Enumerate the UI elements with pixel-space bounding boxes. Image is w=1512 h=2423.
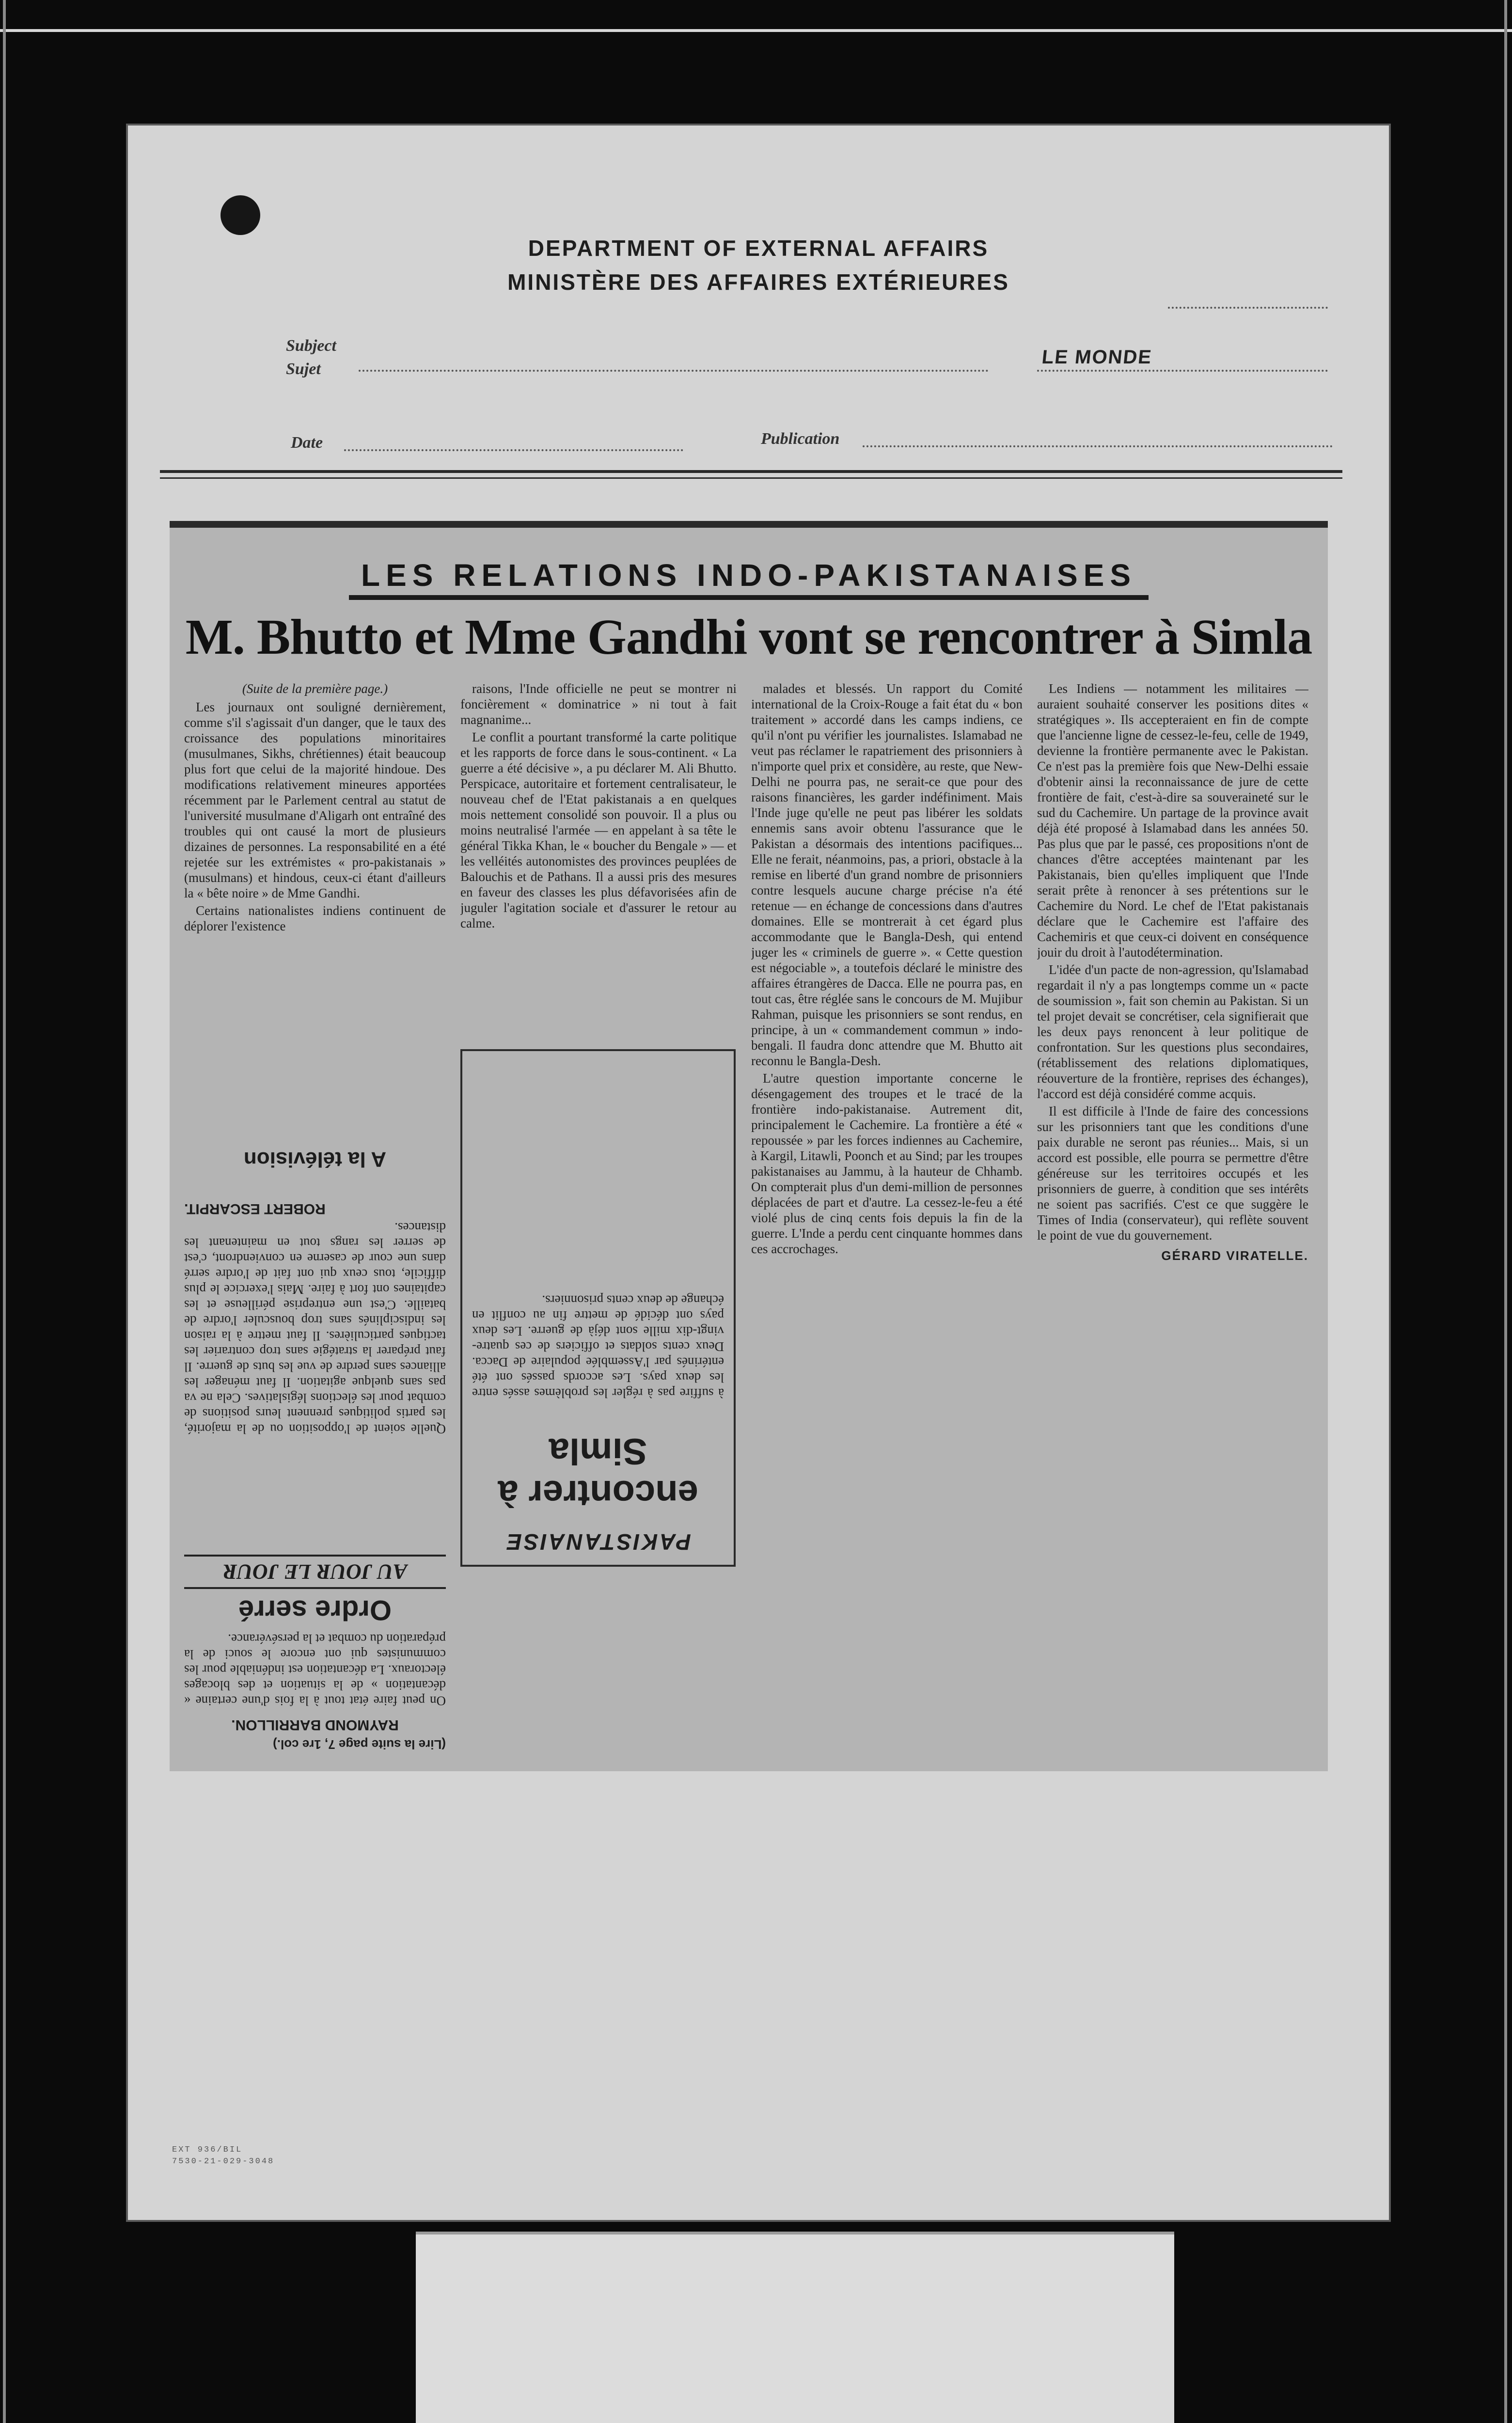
header-rule	[160, 470, 1342, 473]
publication-field	[863, 445, 1333, 447]
memo-page	[126, 124, 1391, 2222]
inverted-paragraph: Quelle soient de l'opposition ou de la majorité, les partis politiques prennent leurs positions de combat pour les élections législatives. Cela ne va pas sans quelque agitation. Il faut ménager les alliances sans perdre de vue les buts de guerre. Il faut préparer la stratégie sans trop contrarier les tactiques particulières. Il faut mettre à la raison les indisciplinés sans trop bousculer l'ordre de bataille. C'est une entreprise périlleuse et les capitaines ont fort à faire. Mais l'exercice le plus difficile, tous ceux qui ont fait de l'ordre serré dans une cour de caserne en conviendront, c'est de serrer les rangs tout en maintenant les distances.	[184, 1220, 446, 1436]
punch-hole-icon	[220, 195, 260, 235]
article-kicker: LES RELATIONS INDO-PAKISTANAISES	[349, 557, 1149, 600]
next-page-edge	[416, 2232, 1174, 2423]
article-signature: GÉRARD VIRATELLE.	[1161, 1248, 1308, 1263]
article-column-4	[1037, 681, 1308, 1573]
subject-field-right	[1037, 370, 1328, 372]
date-field	[344, 449, 683, 451]
article-headline: M. Bhutto et Mme Gandhi vont se rencontrer à Simla	[185, 609, 1312, 665]
paragraph: Les Indiens — notamment les militaires — auraient souhaité conserver les positions dites « stratégiques ». Ils accepteraient en fin de compte que l'ancienne ligne de cessez-le-feu, celle de 1949, devienne la frontière permanente avec le Pakistan. Ce n'est pas la première fois que New-Delhi essaie d'obtenir ainsi la reconnaissance de jure de cette frontière de fait, c'est-à-dire sa souveraineté sur le sud du Cachemire. Un partage de la province avait déjà été proposé à Islamabad dans les années 50. Pas plus que par le passé, ces propositions n'ont de chances d'être acceptées maintenant par les Pakistanais, bien qu'elles impliquent que l'Inde serait prête à renoncer à ses prétentions sur le Cachemire du Nord. Le chef de l'Etat pakistanais déclare que le Cachemire est l'affaire des Cachemiris et que ceux-ci doivent en conséquence jouir du droit à l'autodétermination.	[1037, 681, 1308, 960]
inverted-paragraph: à suffire pas à régler les problèmes assés entre les deux pays. Les accords passés ont été entérinés par l'Assemblée populaire de Dacca. Deux cents soldats et officiers de ces quatre-vingt-dix mille sont déjà de guerre. Les deux pays ont décidé de mettre fin au conflit en échange de deux cents prisonniers.	[472, 1293, 724, 1400]
inverted-box-content	[472, 1061, 724, 1555]
date-label: Date	[291, 434, 323, 452]
inverted-note: (Lire la suite page 7, 1re col.)	[273, 1737, 446, 1752]
newspaper-clipping	[170, 521, 1328, 1771]
inverted-box-title: PAKISTANAISE	[505, 1529, 691, 1555]
form-code	[172, 2144, 274, 2168]
paragraph: L'idée d'un pacte de non-agression, qu'Islamabad regardait il n'y a pas longtemps comme un « pacte de soumission », fait son chemin au Pakistan. Si un tel projet devait se concrétiser, cela signifierait que les deux pays renoncent à leur politique de confrontation. Sur les questions plus secondaires, (rétablissement des relations diplomatiques, réouverture de la frontière, reprises des échanges), l'accord est déjà considéré comme acquis.	[1037, 962, 1308, 1101]
letterhead-french: MINISTÈRE DES AFFAIRES EXTÉRIEURES	[507, 269, 1009, 295]
paragraph: Il est difficile à l'Inde de faire des concessions sur les prisonniers tant que les conditions d'une paix durable ne seront pas réunies... Mais, si un accord est possible, elle pourra se permettre d'être généreuse sur les territoires occupés et les prisonniers de guerre, à condition que ses intérêts ne soient pas sacrifiés. C'est ce que suggère le Times of India (conservateur), qui reflète souvent le point de vue du gouvernement.	[1037, 1104, 1308, 1243]
inverted-paragraph: On peut faire état tout à la fois d'une certaine « décantation » de la situation et des blocages électoraux. La décantation est indéniable pour les communistes qui ont encore le souci de la préparation du combat et la persévérance.	[184, 1632, 446, 1708]
clipping-top-rule	[170, 521, 1328, 528]
inverted-tv-column	[184, 1049, 446, 1437]
article-column-1	[184, 681, 446, 1044]
article-column-2	[460, 681, 737, 1039]
inverted-column-title: AU JOUR LE JOUR	[184, 1555, 446, 1589]
paragraph: L'autre question importante concerne le désengagement des troupes et le tracé de la frontière indo-pakistanaise. Autrement dit, principalement le Cachemire. La frontière a été « repoussée » par les forces indiennes au Cachemire, à Kargil, Litawli, Poonch et au Sind; par les troupes pakistanaises au Jammu, à la hauteur de Chhamb. On compterait plus d'un demi-million de personnes déplacées de part et d'autre. La cessez-le-feu a été violé plus de cinq cents fois depuis la fin de la guerre. L'Inde a perdu cent cinquante hommes dans ces accrochages.	[751, 1071, 1023, 1256]
sujet-label: Sujet	[286, 360, 321, 378]
paragraph: Les journaux ont souligné dernièrement, comme s'il s'agissait d'un danger, que le taux des croissance des populations minoritaires (musulmanes, Sikhs, chrétiennes) était beaucoup plus fort que celui de la majorité hindoue. Des modifications relativement mineures apportées récemment par le Parlement central au statut de l'université musulmane d'Aligarh ont entraîné des troubles qui ont causé la mort de plusieurs dizaines de personnes. La responsabilité en a été rejetée sur les extrémistes « pro-pakistanais » (musulmans) et hindous, ceux-ci étant d'ailleurs la « bête noire » de Mme Gandhi.	[184, 700, 446, 900]
continued-note: (Suite de la première page.)	[242, 681, 388, 696]
header-rule-thin	[160, 477, 1342, 479]
inverted-editorial	[184, 1442, 446, 1752]
article-column-3	[751, 681, 1023, 1592]
paragraph: raisons, l'Inde officielle ne peut se montrer ni foncièrement « dominatrice » ni tout à fait magnanime...	[460, 681, 737, 727]
publication-label: Publication	[761, 430, 840, 448]
publication-name: LE MONDE	[1040, 346, 1153, 368]
paragraph: Le conflit a pourtant transformé la carte politique et les rapports de force dans le sous-continent. « La guerre a été décisive », a pu déclarer M. Ali Bhutto. Perspicace, autoritaire et fortement centralisateur, le nouveau chef de l'Etat pakistanais a en quelques mois nettement consolidé son pouvoir. Il a plus ou moins neutralisé l'armée — en appelant à sa tête le général Tikka Khan, le « boucher du Bengale » — et les velléités autonomistes des provinces peuplées de Balouchis et de Pathans. Il a aussi pris des mesures en faveur des classes les plus défavorisées afin de juguler l'agitation sociale et d'assurer le retour au calme.	[460, 730, 737, 930]
inverted-subtitle: Ordre serré	[238, 1594, 392, 1626]
subject-label: Subject	[286, 337, 336, 355]
reference-field	[1168, 307, 1328, 309]
inverted-signature: ROBERT ESCARPIT.	[184, 1201, 326, 1217]
inverted-tv-title: A la télévision	[243, 1148, 387, 1171]
letterhead-english: DEPARTMENT OF EXTERNAL AFFAIRS	[528, 236, 989, 261]
inverted-box-headline: encontrer à Simla	[498, 1431, 698, 1514]
subject-field	[359, 370, 989, 372]
inverted-box	[460, 1049, 736, 1567]
inverted-signature: RAYMOND BARRILLON.	[231, 1717, 399, 1733]
paragraph: malades et blessés. Un rapport du Comité international de la Croix-Rouge a fait état du « bon traitement » accordé dans les camps indiens, ce qu'il n'ont pu vérifier les journalistes. Islamabad ne veut pas réclamer le rapatriement des prisonniers à n'importe quel prix et considère, au reste, que New-Delhi ne pourra pas, ne serait-ce que pour des raisons financières, les garder indéfiniment. Mais l'Inde juge qu'elle ne peut pas libérer les soldats ennemis sans avoir obtenu l'assurance que le Pakistan a désormais des intentions pacifiques... Elle ne ferait, néanmoins, pas, a priori, obstacle à la remise en liberté d'un grand nombre de prisonniers contre lesquels aucune charge précise n'a été retenue — en échange de concessions dans d'autres domaines. Elle se montrerait à cet égard plus accommodante que le Bangla-Desh, qui entend juger les « criminels de guerre ». « Cette question est négociable », a toutefois déclaré le ministre des affaires étrangères de Dacca. Elle ne pourra pas, en tout cas, être réglée sans le concours de M. Mujibur Rahman, puisque les prisonniers se sont rendus, en principe, à un « commandement commun » indo-bengali. Il faudra donc attendre que M. Bhutto ait reconnu le Bangla-Desh.	[751, 681, 1023, 1068]
form-code-line: EXT 936/BIL	[172, 2145, 243, 2155]
paragraph: Certains nationalistes indiens continuent de déplorer l'existence	[184, 903, 446, 933]
form-code-line: 7530-21-029-3048	[172, 2157, 275, 2166]
